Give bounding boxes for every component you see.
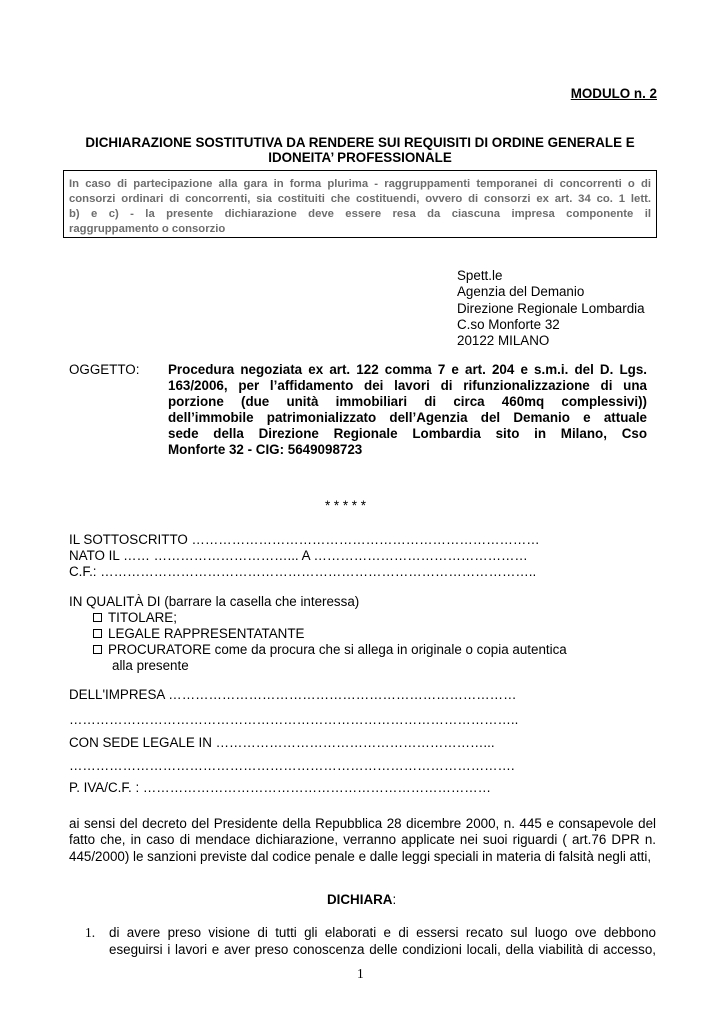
- declaration-line: 445/2000) le sanzioni previste dal codice penale e dalle leggi speciali in materia di falsità negli atti,: [69, 848, 652, 864]
- subject-line: sede della Direzione Regionale Lombardia sito in Milano, Cso: [168, 426, 647, 441]
- checkbox-titolare[interactable]: [93, 613, 102, 622]
- recipient-line: C.so Monforte 32: [457, 316, 560, 332]
- declaration-paragraph: [69, 816, 656, 865]
- subject-line: 163/2006, per l’affidamento dei lavori di rifunzionalizzazione di una: [168, 378, 647, 393]
- recipient-line: 20122 MILANO: [457, 333, 550, 349]
- recipient-line: Agenzia del Demanio: [457, 284, 585, 300]
- checkbox-procuratore[interactable]: [93, 645, 102, 654]
- signatory-field[interactable]: IL SOTTOSCRITTO ……………………………………………………………………: [69, 532, 540, 547]
- item-number: 1.: [85, 925, 96, 940]
- subject-text: [168, 362, 647, 458]
- vat-field[interactable]: P. IVA/C.F. : ……………………………………………………………………: [69, 780, 492, 795]
- subject-line: Procedura negoziata ex art. 122 comma 7 e art. 204 e s.m.i. del D. Lgs.: [168, 362, 647, 377]
- declaration-line: ai sensi del decreto del Presidente della Repubblica 28 dicembre 2000, n. 445 e consapevole del: [69, 816, 656, 831]
- item-line: di avere preso visione di tutti gli elaborati e di essersi recato sul luogo ove debbono: [109, 925, 656, 940]
- note-line-2: consorzi ordinari di concorrenti, sia costituiti che costituendi, ovvero di consorzi ex art. 34 co. 1 lett.: [69, 193, 651, 205]
- title-line-2: IDONEITA’ PROFESSIONALE: [268, 150, 452, 165]
- company-field[interactable]: DELL'IMPRESA ……………………………………………………………………: [69, 687, 517, 702]
- option-procuratore-label: PROCURATORE come da procura che si allega in originale o copia autentica: [108, 642, 567, 657]
- option-procuratore-continued: alla presente: [112, 658, 189, 673]
- option-titolare-label: TITOLARE;: [108, 610, 177, 625]
- company-field-continued[interactable]: ………………………………………………………………………………………..: [69, 712, 519, 727]
- page-number: 1: [357, 966, 364, 981]
- declaration-line: fatto che, in caso di mendace dichiarazione, verranno applicate nei suoi riguardi ( art.76 DPR n.: [69, 832, 656, 848]
- capacity-heading: IN QUALITÀ DI (barrare la casella che interessa): [69, 594, 360, 609]
- form-number: MODULO n. 2: [570, 86, 657, 101]
- subject-label: OGGETTO:: [69, 362, 140, 377]
- dichiara-label: DICHIARA: [327, 892, 393, 907]
- birth-field[interactable]: NATO IL …… …………………………... A …………………………………………: [69, 548, 528, 563]
- option-procuratore[interactable]: [93, 642, 567, 658]
- item-text: [109, 924, 656, 958]
- subject-line: dell’immobile patrimonializzato dell’Agenzia del Demanio e attuale: [168, 410, 647, 425]
- option-legale-rappresentante[interactable]: [93, 626, 304, 642]
- subject-line: porzione (due unità immobiliari di circa 460mq complessivi)): [168, 394, 647, 409]
- note-line-3: b) e c) - la presente dichiarazione deve essere resa da ciascuna impresa componente il: [69, 208, 651, 220]
- dichiara-colon: :: [392, 892, 397, 907]
- option-legale-label: LEGALE RAPPRESENTATANTE: [108, 626, 305, 641]
- document-title: [63, 135, 657, 165]
- checkbox-legale-rappresentante[interactable]: [93, 629, 102, 638]
- option-titolare[interactable]: [93, 610, 177, 626]
- tax-code-field[interactable]: C.F.: ……………………………………………………………………………………..: [69, 564, 537, 579]
- participation-note-box: [63, 170, 657, 238]
- note-line-4: raggruppamento o consorzio: [69, 223, 226, 235]
- title-line-1: DICHIARAZIONE SOSTITUTIVA DA RENDERE SUI REQUISITI DI ORDINE GENERALE E: [85, 135, 635, 150]
- separator: * * * * *: [325, 498, 366, 513]
- registered-office-field[interactable]: CON SEDE LEGALE IN ……………………………………………………...: [69, 735, 495, 750]
- note-line-1: In caso di partecipazione alla gara in forma plurima - raggruppamenti temporanei di concorrenti o di: [69, 178, 651, 190]
- dichiara-heading: [327, 892, 396, 907]
- item-line: eseguirsi i lavori e aver preso conoscenza delle condizioni locali, della viabilità di accesso,: [109, 942, 656, 957]
- registered-office-continued[interactable]: ……………………………………………………………………………………….: [69, 758, 515, 773]
- recipient-line: Direzione Regionale Lombardia: [457, 300, 645, 316]
- recipient-line: Spett.le: [457, 268, 503, 283]
- subject-line: Monforte 32 - CIG: 5649098723: [168, 442, 363, 457]
- recipient-address: [457, 268, 645, 349]
